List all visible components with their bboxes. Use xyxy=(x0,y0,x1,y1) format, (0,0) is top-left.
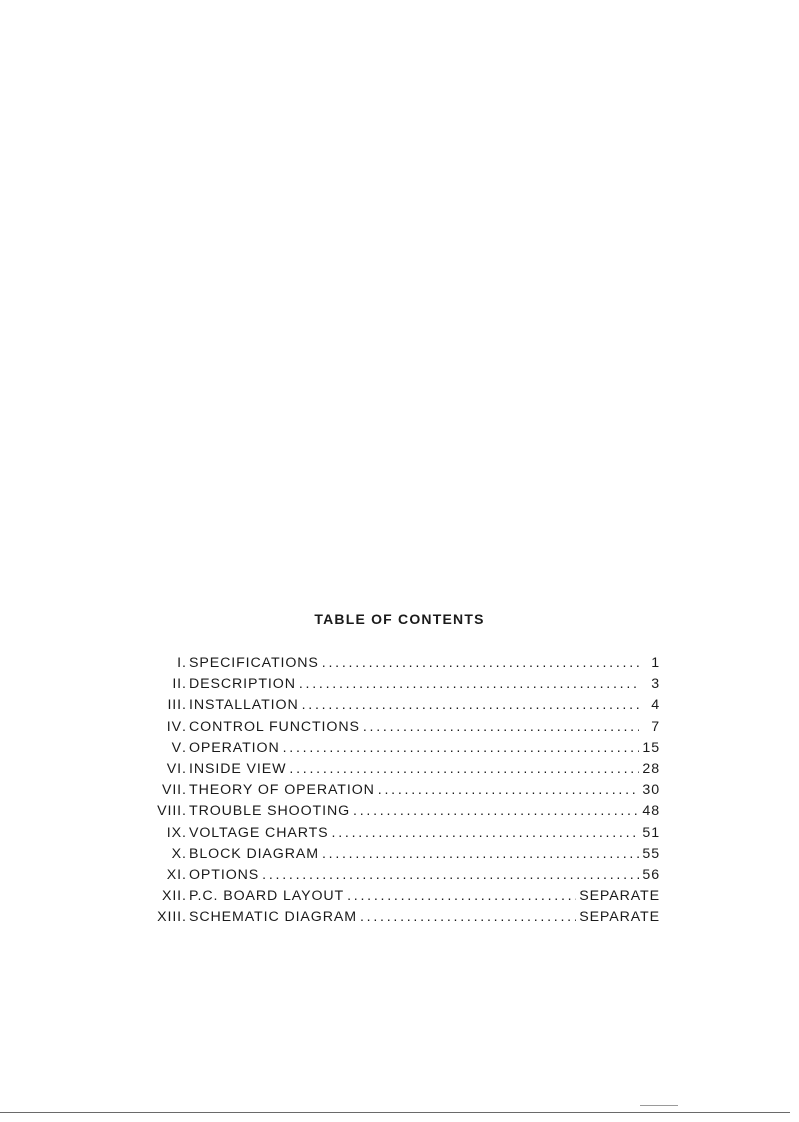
toc-dot-leader xyxy=(347,888,576,904)
toc-title: TABLE OF CONTENTS xyxy=(314,611,485,627)
toc-entry xyxy=(138,740,660,761)
toc-dot-leader xyxy=(353,803,639,819)
toc-entry-label: SCHEMATIC DIAGRAM xyxy=(189,909,357,926)
toc-entry-number: VI xyxy=(166,760,182,777)
scan-mark xyxy=(640,1105,678,1106)
toc-entry xyxy=(138,719,660,740)
toc-entry-label: CONTROL FUNCTIONS xyxy=(189,718,360,735)
toc-entry-number: XII xyxy=(161,888,182,905)
toc-list xyxy=(138,655,660,930)
toc-entry-number-period: . xyxy=(182,866,187,883)
toc-entry xyxy=(138,803,660,824)
toc-entry-page: 48 xyxy=(642,803,660,820)
toc-entry-number: VII xyxy=(161,782,182,799)
toc-entry-number-period: . xyxy=(182,845,187,862)
toc-entry-number-period: . xyxy=(182,697,187,714)
toc-entry-page: 28 xyxy=(642,760,660,777)
toc-entry xyxy=(138,888,660,909)
toc-entry-number-period: . xyxy=(182,718,187,735)
toc-entry-number-period: . xyxy=(182,739,187,756)
toc-entry-number: III xyxy=(167,697,182,714)
toc-dot-leader xyxy=(332,825,639,841)
toc-dot-leader xyxy=(299,676,639,692)
toc-entry-number-period: . xyxy=(182,782,187,799)
toc-dot-leader xyxy=(322,846,639,862)
toc-entry-number-period: . xyxy=(182,888,187,905)
toc-entry xyxy=(138,846,660,867)
toc-dot-leader xyxy=(378,782,639,798)
toc-dot-leader xyxy=(322,655,639,671)
toc-entry-number: V xyxy=(171,739,182,756)
toc-entry xyxy=(138,867,660,888)
toc-entry-number: VIII xyxy=(157,803,182,820)
toc-entry xyxy=(138,825,660,846)
toc-entry-label: P.C. BOARD LAYOUT xyxy=(189,888,345,905)
toc-entry-number-period: . xyxy=(182,676,187,693)
toc-dot-leader xyxy=(283,740,639,756)
toc-entry-number-period: . xyxy=(182,824,187,841)
toc-entry-page: SEPARATE xyxy=(579,888,660,905)
toc-entry-label: INSIDE VIEW xyxy=(189,760,287,777)
toc-entry-number: X xyxy=(171,845,182,862)
toc-entry-page: 51 xyxy=(642,824,660,841)
toc-entry-page: 3 xyxy=(651,676,660,693)
toc-entry-number-period: . xyxy=(182,909,187,926)
toc-entry-page: SEPARATE xyxy=(579,909,660,926)
toc-entry xyxy=(138,782,660,803)
toc-entry-page: 30 xyxy=(642,782,660,799)
toc-entry-number: XI xyxy=(166,866,182,883)
toc-entry-page: 15 xyxy=(642,739,660,756)
toc-entry-number: II xyxy=(172,676,182,693)
toc-entry-number: I xyxy=(177,655,182,671)
page-bottom-rule xyxy=(0,1112,790,1113)
toc-entry-page: 4 xyxy=(651,697,660,714)
toc-dot-leader xyxy=(262,867,639,883)
toc-entry-label: INSTALLATION xyxy=(189,697,299,714)
toc-dot-leader xyxy=(289,761,639,777)
toc-entry-label: OPERATION xyxy=(189,739,280,756)
toc-entry-label: THEORY OF OPERATION xyxy=(189,782,375,799)
toc-entry-number-period: . xyxy=(182,803,187,820)
toc-entry-number: IV xyxy=(166,718,182,735)
toc-entry-page: 7 xyxy=(651,718,660,735)
toc-entry-number-period: . xyxy=(182,655,187,671)
toc-entry-label: SPECIFICATIONS xyxy=(189,655,319,671)
toc-dot-leader xyxy=(363,719,639,735)
toc-entry-number: IX xyxy=(166,824,182,841)
toc-entry xyxy=(138,655,660,676)
toc-entry xyxy=(138,761,660,782)
toc-entry xyxy=(138,909,660,930)
toc-entry-label: VOLTAGE CHARTS xyxy=(189,824,329,841)
toc-entry xyxy=(138,697,660,718)
toc-entry-number: XIII xyxy=(157,909,182,926)
toc-entry xyxy=(138,676,660,697)
toc-dot-leader xyxy=(302,697,639,713)
toc-entry-label: DESCRIPTION xyxy=(189,676,296,693)
toc-entry-label: TROUBLE SHOOTING xyxy=(189,803,351,820)
toc-entry-page: 56 xyxy=(642,866,660,883)
toc-entry-number-period: . xyxy=(182,760,187,777)
toc-dot-leader xyxy=(360,909,576,925)
toc-entry-label: BLOCK DIAGRAM xyxy=(189,845,319,862)
toc-entry-page: 55 xyxy=(642,845,660,862)
toc-entry-label: OPTIONS xyxy=(189,866,260,883)
toc-entry-page: 1 xyxy=(651,655,660,671)
